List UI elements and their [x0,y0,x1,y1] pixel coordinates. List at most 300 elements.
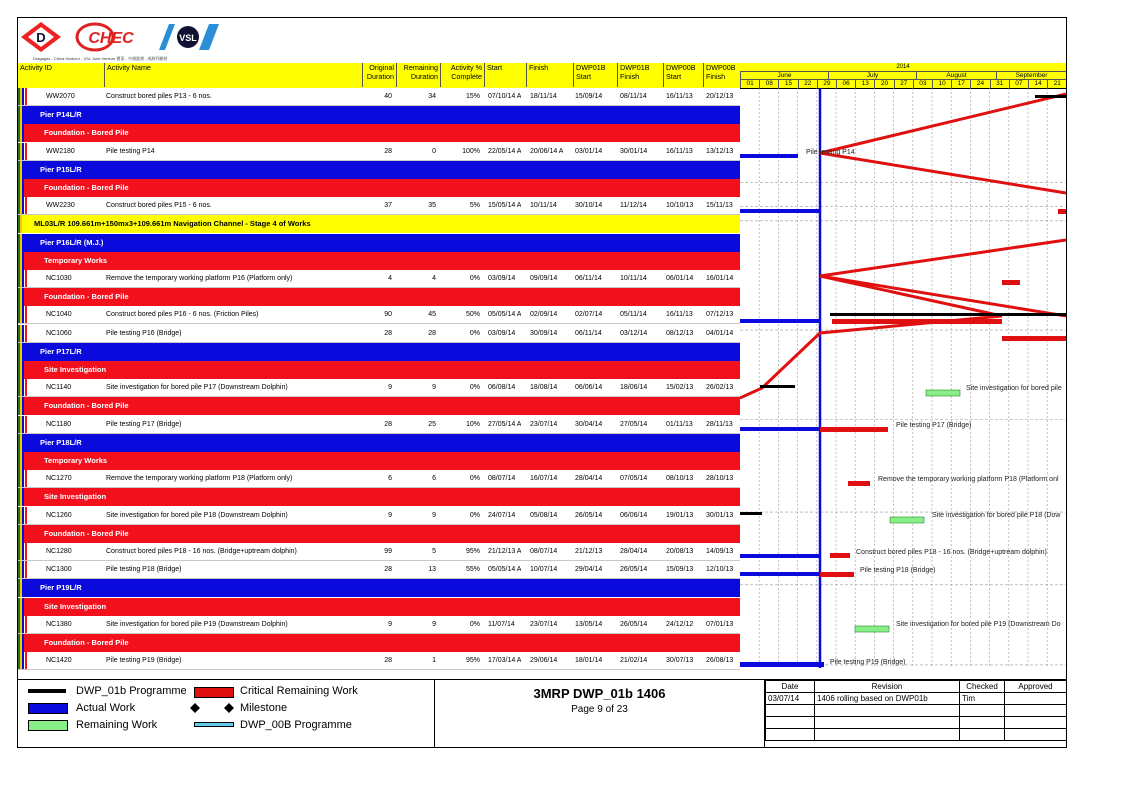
group-label: Site Investigation [44,492,107,502]
table-row[interactable] [18,325,740,343]
group-label: Temporary Works [44,456,108,465]
table-row[interactable] [18,379,740,397]
dwp01b-finish: 10/11/14 [620,275,647,282]
activity-name: Pile testing P14 [106,147,155,155]
start-date: 05/05/14 A [488,566,522,574]
remaining-duration: 34 [428,93,436,100]
col-remaining-duration: Remaining Duration [396,63,440,87]
critical-path-line [820,94,1066,153]
percent-complete: 5% [469,202,480,210]
group-header-row [18,161,740,179]
group-label: Temporary Works [44,255,108,265]
dwp00b-finish: 14/09/13 [706,548,734,555]
actual-work-bar [740,209,820,213]
finish-date: 20/06/14 A [530,147,564,155]
remaining-duration: 9 [432,620,436,628]
gantt-bar-label: Site investigation for bored pile [966,385,1062,392]
activity-name: Site investigation for bored pile P18 (Downstream Dolphin) [106,511,288,519]
group-header-row [18,525,740,543]
rev-checked: Tim [960,693,1005,705]
activity-name: Construct bored piles P16 - 6 nos. (Friction Piles) [106,311,259,319]
timeline-year: 2014 [740,63,1066,72]
actual-work-bar [740,662,824,667]
activity-name: Construct bored piles P18 - 16 nos. (Bridge+uptream dolphin) [106,548,297,555]
activity-name: Pile testing P19 (Bridge) [106,657,182,665]
vsl-logo [155,22,221,52]
original-duration: 9 [388,620,392,628]
start-date: 03/09/14 [488,275,516,282]
dwp01b-start: 06/11/14 [575,275,602,282]
dwp00b-finish: 12/10/13 [706,566,734,574]
gantt-bar-label: Site investigation for bored pile P18 (Dow [932,512,1061,519]
legend [18,680,435,748]
remaining-duration: 6 [432,475,436,483]
col-activity-id: Activity ID [20,63,52,72]
dwp01b-finish: 28/04/14 [620,548,648,555]
rev-approved [1005,693,1067,705]
col-dwp00b-start: DWP00B Start [663,63,703,87]
timeline-day: 27 [894,80,913,88]
svg-text:VSL: VSL [179,33,197,43]
dwp00b-finish: 07/01/13 [706,620,734,628]
original-duration: 28 [384,657,392,665]
dwp01b-finish: 06/06/14 [620,511,648,519]
remaining-duration: 1 [432,657,436,665]
percent-complete: 10% [465,420,480,428]
dwp01b-start: 06/06/14 [575,384,603,392]
dwp00b-finish: 30/01/13 [706,511,734,519]
group-label: Foundation - Bored Pile [44,292,129,302]
group-label: Site Investigation [44,601,107,611]
group-header-row [18,343,740,361]
table-row[interactable] [18,88,740,106]
dwp01b-start: 30/04/14 [575,420,603,428]
dwp01b-start: 18/01/14 [575,657,603,665]
finish-date: 10/11/14 [530,202,557,210]
finish-date: 18/11/14 [530,93,557,100]
timeline-day: 22 [798,80,817,88]
remaining-work-bar [926,390,960,396]
col-start: Start [484,63,526,87]
activity-name: Pile testing P17 (Bridge) [106,420,182,428]
group-header-row [18,252,740,270]
activity-id: NC1030 [46,275,72,282]
percent-complete: 0% [469,329,480,337]
dwp00b-start: 16/11/13 [666,93,693,100]
table-row[interactable] [18,616,740,634]
percent-complete: 0% [469,620,480,628]
rev-header-date: Date [766,681,815,693]
gantt-bar-label: Pile testing P19 (Bridge) [830,659,906,666]
title-block [435,680,764,748]
group-label: Pier P19L/R [40,583,82,593]
remaining-duration: 4 [432,275,436,282]
table-row[interactable] [18,543,740,561]
dwp01b-finish: 08/11/14 [620,93,647,100]
start-date: 17/03/14 A [488,657,522,665]
dwp01b-finish: 03/12/14 [620,329,648,337]
finish-date: 16/07/14 [530,475,558,483]
dwp01b-start: 21/12/13 [575,548,603,555]
table-row[interactable] [18,306,740,324]
col-dwp01b-finish: DWP01B Finish [617,63,663,87]
table-row[interactable] [18,470,740,488]
activity-name: Pile testing P18 (Bridge) [106,566,182,574]
dwp00b-start: 20/08/13 [666,548,694,555]
percent-complete: 0% [469,275,480,282]
original-duration: 6 [388,475,392,483]
dwp01b-finish: 18/06/14 [620,384,648,392]
document-title: 3MRP DWP_01b 1406 [533,686,666,701]
gantt-bar-label: Pile testing P18 (Bridge) [860,567,936,574]
activity-id: NC1180 [46,420,72,428]
dwp00b-start: 16/11/13 [666,147,693,155]
group-label: Pier P16L/R (M.J.) [40,237,104,247]
start-date: 24/07/14 [488,511,516,519]
table-row[interactable] [18,561,740,579]
remaining-swatch [28,720,68,731]
legend-critical: Critical Remaining Work [240,685,358,697]
rev-header-approved: Approved [1005,681,1067,693]
timeline-day: 08 [759,80,778,88]
original-duration: 28 [384,566,392,574]
group-header-row [18,598,740,616]
critical-path-line [820,276,1066,316]
programme-swatch [28,689,66,693]
critical-work-bar [832,319,1002,324]
dwp00b-finish: 07/12/13 [706,311,734,319]
original-duration: 37 [384,202,392,210]
legend-programme: DWP_01b Programme [76,685,187,697]
logo-caption: Dragages - China Harbour - VSL Joint Venture 寶嘉 - 中國港灣 - 威勝利聯營 [33,56,168,61]
finish-date: 18/08/14 [530,384,558,392]
col-finish: Finish [526,63,573,87]
dwp00b-finish: 13/12/13 [706,147,734,155]
timeline-day: 24 [970,80,989,88]
activity-name: Construct bored piles P13 - 6 nos. [106,93,212,100]
start-date: 07/10/14 A [488,93,522,100]
timeline-day: 15 [778,80,797,88]
table-row[interactable] [18,143,740,161]
original-duration: 9 [388,384,392,392]
dwp01b-finish: 11/12/14 [620,202,647,210]
group-header-row [18,397,740,415]
critical-work-bar [1002,336,1066,341]
group-header-row [18,106,740,124]
table-row[interactable] [18,270,740,288]
programme-bar [760,385,795,388]
percent-complete: 95% [465,657,480,665]
timeline-day: 03 [913,80,932,88]
group-label: Foundation - Bored Pile [44,528,129,538]
activity-id: WW2230 [46,202,75,210]
dwp00b-start: 19/01/13 [666,511,694,519]
dwp01b-start: 13/05/14 [575,620,603,628]
remaining-duration: 25 [428,420,436,428]
activity-name: Remove the temporary working platform P18 (Platform only) [106,475,293,483]
timeline-day: 14 [1028,80,1047,88]
finish-date: 05/08/14 [530,511,558,519]
legend-milestone: Milestone [240,702,288,714]
group-label: Site Investigation [44,365,107,374]
group-label: ML03L/R 109.661m+150mx3+109.661m Navigation Channel - Stage 4 of Works [34,219,311,229]
original-duration: 9 [388,511,392,519]
activity-id: NC1040 [46,311,72,319]
start-date: 21/12/13 A [488,548,522,555]
group-label: Foundation - Bored Pile [44,401,129,411]
dwp01b-start: 15/09/14 [575,93,603,100]
timeline-day: 21 [1047,80,1066,88]
activity-id: NC1380 [46,620,72,628]
group-header-row [18,179,740,197]
dwp01b-finish: 27/05/14 [620,420,648,428]
timeline-day: 29 [817,80,836,88]
timeline-month: August [916,71,996,80]
dwp01b-finish: 26/05/14 [620,620,648,628]
remaining-duration: 35 [428,202,436,210]
activity-id: NC1140 [46,384,72,392]
milestone-icon [190,703,234,713]
remaining-duration: 0 [432,147,436,155]
table-row[interactable] [18,416,740,434]
group-header-row [18,234,740,252]
activity-name: Construct bored piles P15 - 6 nos. [106,202,212,210]
col-percent-complete: Activity % Complete [440,63,484,87]
dwp00b-finish: 26/08/13 [706,657,734,665]
group-header-row [18,579,740,597]
dwp00b-start: 06/01/14 [666,275,694,282]
dwp00b-start: 15/02/13 [666,384,694,392]
dwp01b-start: 29/04/14 [575,566,603,574]
dwp01b-start: 03/01/14 [575,147,603,155]
group-header-row [18,488,740,506]
original-duration: 40 [384,93,392,100]
col-activity-name: Activity Name [104,63,362,87]
company-logos [19,20,219,64]
dwp01b-start: 06/11/14 [575,329,602,337]
actual-work-bar [740,572,820,576]
dwp00b-start: 15/09/13 [666,566,694,574]
start-date: 11/07/14 [488,620,515,628]
table-row[interactable] [18,197,740,215]
dwp00b-finish: 15/11/13 [706,202,733,210]
percent-complete: 0% [469,475,480,483]
critical-work-bar [848,481,870,486]
critical-work-bar [820,427,888,432]
programme-bar [740,512,762,515]
dwp01b-finish: 05/11/14 [620,311,647,319]
start-date: 15/05/14 A [488,202,522,210]
group-header-row [18,434,740,452]
group-label: Foundation - Bored Pile [44,183,129,192]
dwp00b-start: 08/12/13 [666,329,694,337]
percent-complete: 55% [465,566,480,574]
remaining-work-bar [890,517,924,523]
remaining-duration: 13 [428,566,436,574]
actual-work-bar [740,554,820,558]
remaining-work-bar [855,626,889,632]
critical-work-bar [830,553,850,558]
group-label: Pier P18L/R [40,437,82,447]
activity-id: NC1300 [46,566,72,574]
group-label: Foundation - Bored Pile [44,638,129,647]
finish-date: 02/09/14 [530,311,558,319]
timeline-day: 07 [1009,80,1028,88]
percent-complete: 0% [469,384,480,392]
percent-complete: 15% [465,93,480,100]
programme-bar [830,313,1066,316]
group-label: Pier P17L/R [40,346,82,356]
finish-date: 23/07/14 [530,420,558,428]
activity-name: Remove the temporary working platform P16 (Platform only) [106,275,293,282]
dwp00b-finish: 26/02/13 [706,384,734,392]
legend-actual: Actual Work [76,702,136,714]
remaining-duration: 28 [428,329,436,337]
start-date: 03/09/14 [488,329,516,337]
dwp01b-finish: 07/05/14 [620,475,648,483]
dwp00b-start: 30/07/13 [666,657,694,665]
group-header-row [18,634,740,652]
activity-id: NC1270 [46,475,72,483]
original-duration: 4 [388,275,392,282]
dwp00b-finish: 28/10/13 [706,475,734,483]
timeline-day: 13 [855,80,874,88]
dwp01b-start: 26/05/14 [575,511,603,519]
gantt-bar-label: Construct bored piles P18 - 16 nos. (Bridge+uptream dolphin) [856,549,1047,556]
timeline-month: July [828,71,916,80]
gantt-bar-label: Remove the temporary working platform P18 (Platform onl [878,476,1059,483]
table-header [18,63,740,89]
gantt-chart [740,88,1066,668]
col-dwp01b-start: DWP01B Start [573,63,617,87]
percent-complete: 50% [465,311,480,319]
col-dwp00b-finish: DWP00B Finish [703,63,740,87]
dwp00b-start: 08/10/13 [666,475,694,483]
remaining-duration: 5 [432,548,436,555]
dwp01b-start: 28/04/14 [575,475,603,483]
critical-work-bar [820,572,854,577]
activity-name: Pile testing P16 (Bridge) [106,329,182,337]
group-label: Foundation - Bored Pile [44,128,129,138]
critical-path-line [820,240,1066,276]
rev-header-revision: Revision [815,681,960,693]
table-row[interactable] [18,652,740,670]
actual-swatch [28,703,68,714]
original-duration: 90 [384,311,392,319]
critical-path-line [820,276,1002,316]
critical-work-bar [1058,209,1066,214]
svg-text:D: D [36,30,46,45]
percent-complete: 100% [462,147,480,155]
actual-work-bar [740,154,798,158]
original-duration: 28 [384,147,392,155]
rev-header-checked: Checked [960,681,1005,693]
dwp01b-start: 02/07/14 [575,311,603,319]
activity-id: NC1420 [46,657,72,665]
dwp01b-finish: 26/05/14 [620,566,648,574]
page-number: Page 9 of 23 [571,704,628,715]
legend-dwp00b: DWP_00B Programme [240,719,352,731]
percent-complete: 95% [465,548,480,555]
dwp00b-finish: 20/12/13 [706,93,734,100]
revision-table [764,680,1068,748]
activity-id: WW2180 [46,147,75,155]
group-label: Pier P14L/R [40,110,82,120]
dwp00b-start: 10/10/13 [666,202,694,210]
timeline-month: September [996,71,1066,80]
activity-id: NC1060 [46,329,72,337]
start-date: 05/05/14 A [488,311,522,319]
group-header-row [18,361,740,379]
finish-date: 10/07/14 [530,566,558,574]
activity-id: NC1260 [46,511,72,519]
rev-date: 03/07/14 [766,693,815,705]
rev-description: 1406 rolling based on DWP01b [815,693,960,705]
timeline-day: 06 [836,80,855,88]
activity-name: Site investigation for bored pile P17 (Downstream Dolphin) [106,384,288,392]
dwp00b-start: 16/11/13 [666,311,693,319]
svg-text:CHEC: CHEC [88,30,134,47]
timeline-header [740,63,1066,89]
chec-logo [75,22,145,52]
percent-complete: 0% [469,511,480,519]
group-header-row [18,452,740,470]
original-duration: 28 [384,329,392,337]
start-date: 08/07/14 [488,475,516,483]
start-date: 22/05/14 A [488,147,522,155]
dwp01b-finish: 30/01/14 [620,147,648,155]
timeline-day: 01 [740,80,759,88]
start-date: 27/05/14 A [488,420,522,428]
actual-work-bar [740,427,820,431]
dwp01b-finish: 21/02/14 [620,657,648,665]
group-label: Pier P15L/R [40,164,82,174]
legend-remaining: Remaining Work [76,719,158,731]
col-original-duration: Original Duration [362,63,396,87]
finish-date: 23/07/14 [530,620,558,628]
actual-work-bar [740,319,820,323]
finish-date: 08/07/14 [530,548,558,555]
critical-swatch [194,687,234,698]
dwp00b-start: 01/11/13 [666,420,693,428]
table-row[interactable] [18,507,740,525]
activity-id: WW2070 [46,93,75,100]
remaining-duration: 9 [432,511,436,519]
group-header-row [18,124,740,142]
activity-name: Site investigation for bored pile P19 (Downstream Dolphin) [106,620,288,628]
dwp00b-swatch [194,722,234,727]
group-header-row [18,215,740,233]
original-duration: 99 [384,548,392,555]
remaining-duration: 9 [432,384,436,392]
gantt-bar-label: Pile testing P17 (Bridge) [896,422,972,429]
gantt-bar-label: Site investigation for bored pile P19 (Downstream Do [896,621,1061,628]
dragages-logo [21,22,61,52]
timeline-month: June [740,71,828,80]
group-header-row [18,288,740,306]
finish-date: 09/09/14 [530,275,558,282]
dwp00b-finish: 28/11/13 [706,420,733,428]
timeline-day: 20 [874,80,893,88]
critical-path-line [820,153,1066,193]
original-duration: 28 [384,420,392,428]
dwp01b-start: 30/10/14 [575,202,603,210]
gantt-bar-label: Pile testing P14 [806,149,855,156]
remaining-duration: 45 [428,311,436,319]
finish-date: 29/06/14 [530,657,558,665]
timeline-day: 17 [951,80,970,88]
activity-id: NC1280 [46,548,72,555]
